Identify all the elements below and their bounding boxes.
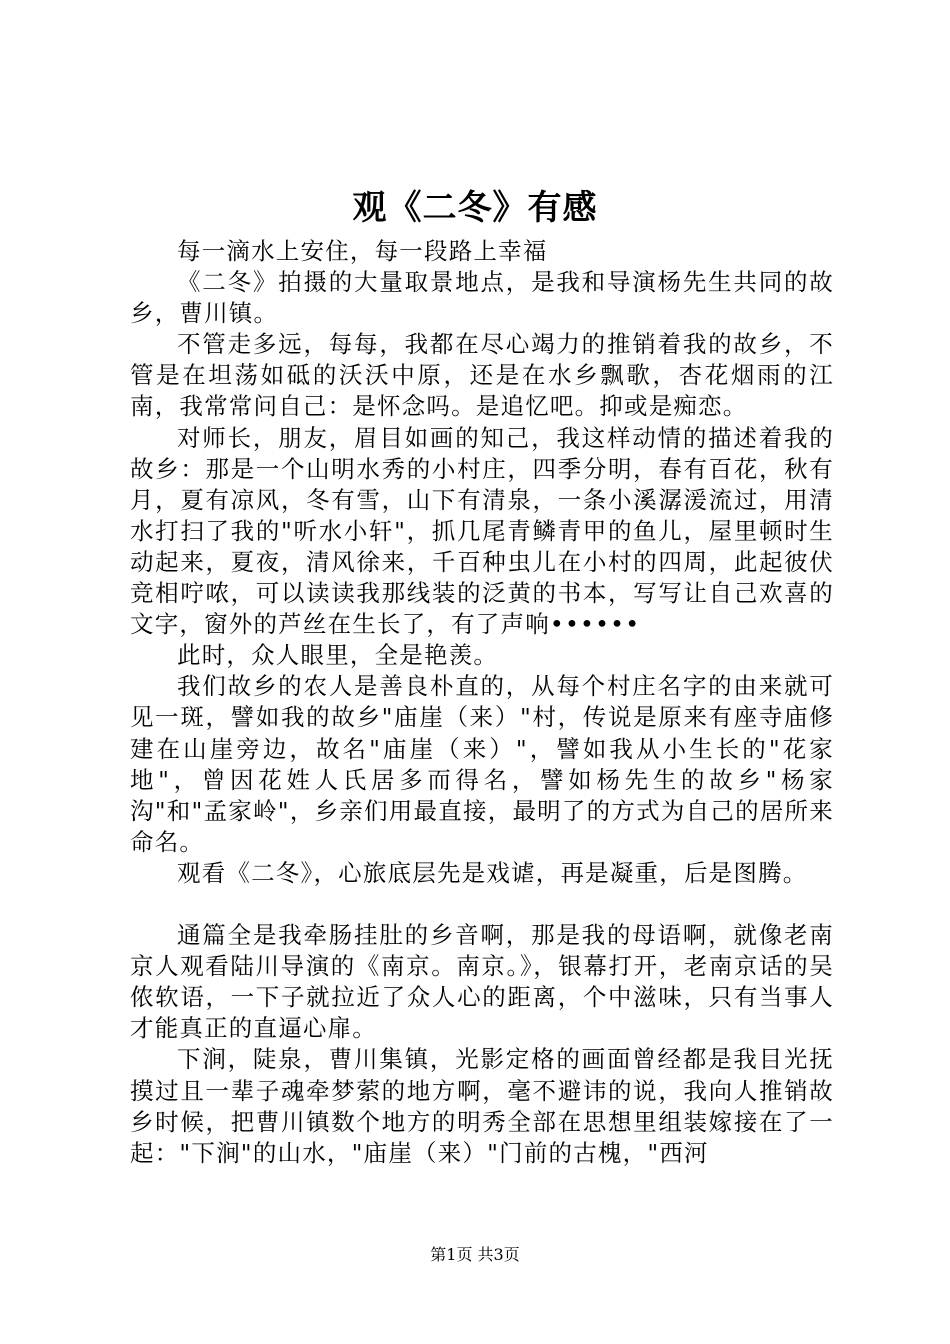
paragraph-8: 通篇全是我牵肠挂肚的乡音啊，那是我的母语啊，就像老南京人观看陆川导演的《南京。南京。》，银幕打开，老南京话的吴侬软语，一下子就拉近了众人心的距离，个中滋味，只有当事人才能真正的直逼心扉。: [130, 921, 834, 1043]
document-body: [130, 236, 834, 1169]
paragraph-4: 对师长，朋友，眉目如画的知己，我这样动情的描述着我的故乡：那是一个山明水秀的小村庄，四季分明，春有百花，秋有月，夏有凉风，冬有雪，山下有清泉，一条小溪潺湲流过，用清水打扫了我的"听水小轩"，抓几尾青鳞青甲的鱼儿，屋里顿时生动起来，夏夜，清风徐来，千百种虫儿在小村的四周，此起彼伏竞相咛哝，可以读读我那线装的泛黄的书本，写写让自己欢喜的文字，窗外的芦丝在生长了，有了声响••••••: [130, 423, 834, 639]
paragraph-6: 我们故乡的农人是善良朴直的，从每个村庄名字的由来就可见一斑，譬如我的故乡"庙崖（来）"村，传说是原来有座寺庙修建在山崖旁边，故名"庙崖（来）"，譬如我从小生长的"花家地"，曾因花姓人氏居多而得名，譬如杨先生的故乡"杨家沟"和"孟家岭"，乡亲们用最直接，最明了的方式为自己的居所来命名。: [130, 672, 834, 856]
paragraph-9: 下涧，陡泉，曹川集镇，光影定格的画面曾经都是我目光抚摸过且一辈子魂牵梦萦的地方啊，毫不避讳的说，我向人推销故乡时候，把曹川镇数个地方的明秀全部在思想里组装嫁接在了一起："下涧"的山水，"庙崖（来）"门前的古槐，"西河: [130, 1045, 834, 1167]
paragraph-2: 《二冬》拍摄的大量取景地点，是我和导演杨先生共同的故乡，曹川镇。: [130, 268, 834, 328]
page-footer: 第1页 共3页: [430, 1245, 520, 1264]
paragraph-7: 观看《二冬》，心旅底层先是戏谑，再是凝重，后是图腾。: [177, 858, 808, 887]
document-title: 观《二冬》有感: [352, 188, 598, 228]
blank-line: [130, 889, 834, 920]
paragraph-5: 此时，众人眼里，全是艳羡。: [177, 641, 499, 670]
paragraph-1: 每一滴水上安住，每一段路上幸福: [177, 237, 548, 265]
paragraph-3: 不管走多远，每每，我都在尽心竭力的推销着我的故乡，不管是在坦荡如砥的沃沃中原，还是在水乡飘歌，杏花烟雨的江南，我常常问自己：是怀念吗。是追忆吧。抑或是痴恋。: [130, 330, 834, 421]
